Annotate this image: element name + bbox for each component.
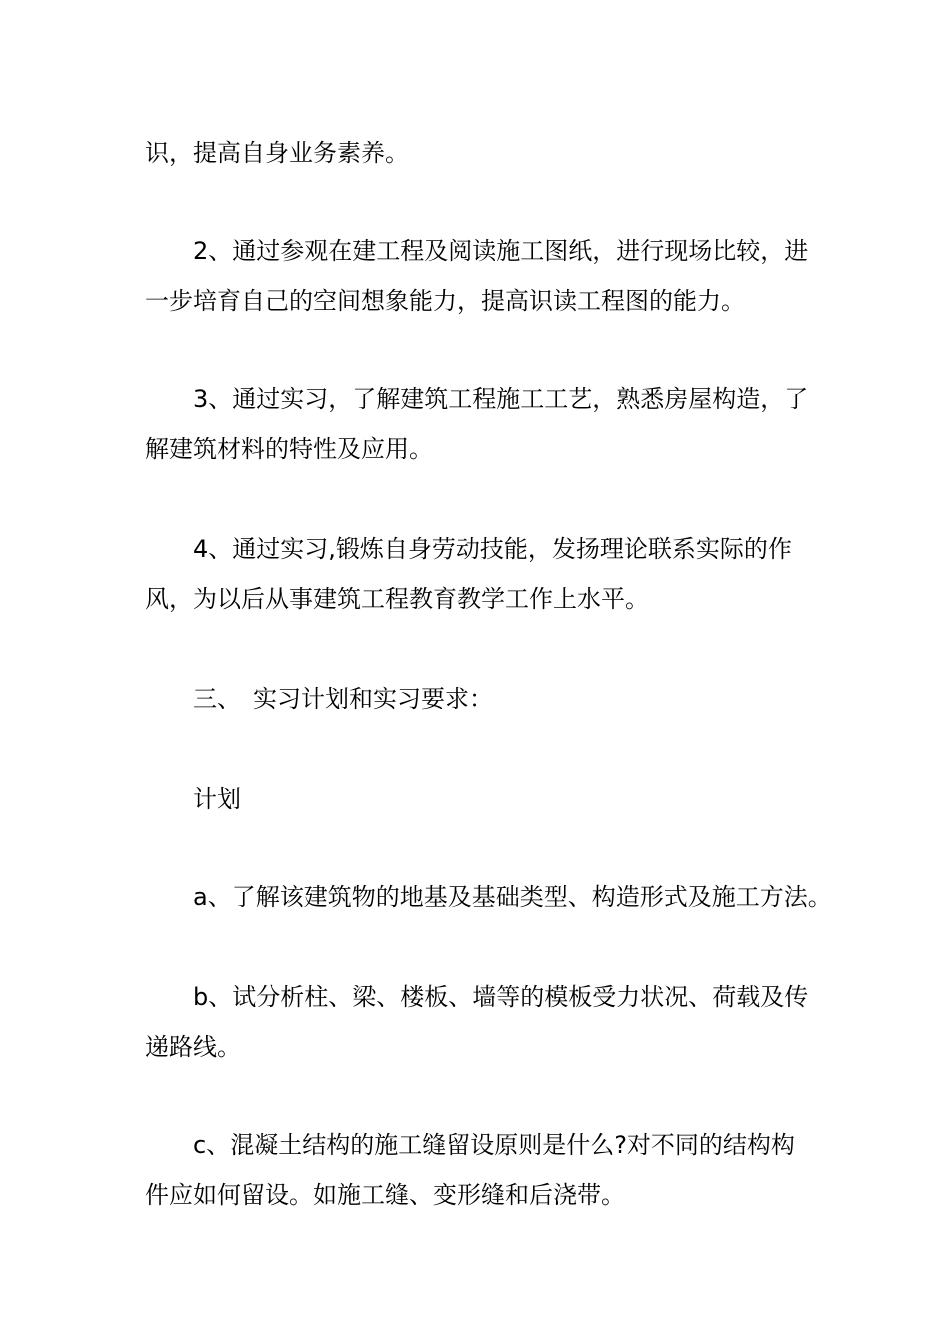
list-item: a、了解该建筑物的地基及基础类型、构造形式及施工方法。: [193, 883, 832, 911]
subheading: 计划: [193, 785, 241, 813]
section-number: 三、: [193, 685, 241, 713]
paragraph-line: 识，提高自身业务素养。: [145, 139, 409, 167]
list-item: b、试分析柱、梁、楼板、墙等的模板受力状况、荷载及传: [193, 983, 809, 1011]
paragraph-line: 3、通过实习，了解建筑工程施工工艺，熟悉房屋构造，了: [193, 385, 809, 413]
paragraph-line: 件应如何留设。如施工缝、变形缝和后浇带。: [145, 1181, 625, 1209]
paragraph-line: 2、通过参观在建工程及阅读施工图纸，进行现场比较，进: [193, 237, 809, 265]
paragraph-line: 4、通过实习,锻炼自身劳动技能，发扬理论联系实际的作: [193, 535, 792, 563]
paragraph-line: 一步培育自己的空间想象能力，提高识读工程图的能力。: [145, 287, 745, 315]
paragraph-line: 风，为以后从事建筑工程教育教学工作上水平。: [145, 585, 649, 613]
list-item: c、混凝土结构的施工缝留设原则是什么?对不同的结构构: [193, 1131, 795, 1159]
section-heading: [193, 682, 833, 716]
paragraph-line: 递路线。: [145, 1033, 241, 1061]
section-title: 实习计划和实习要求：: [253, 685, 493, 713]
paragraph-line: 解建筑材料的特性及应用。: [145, 435, 433, 463]
